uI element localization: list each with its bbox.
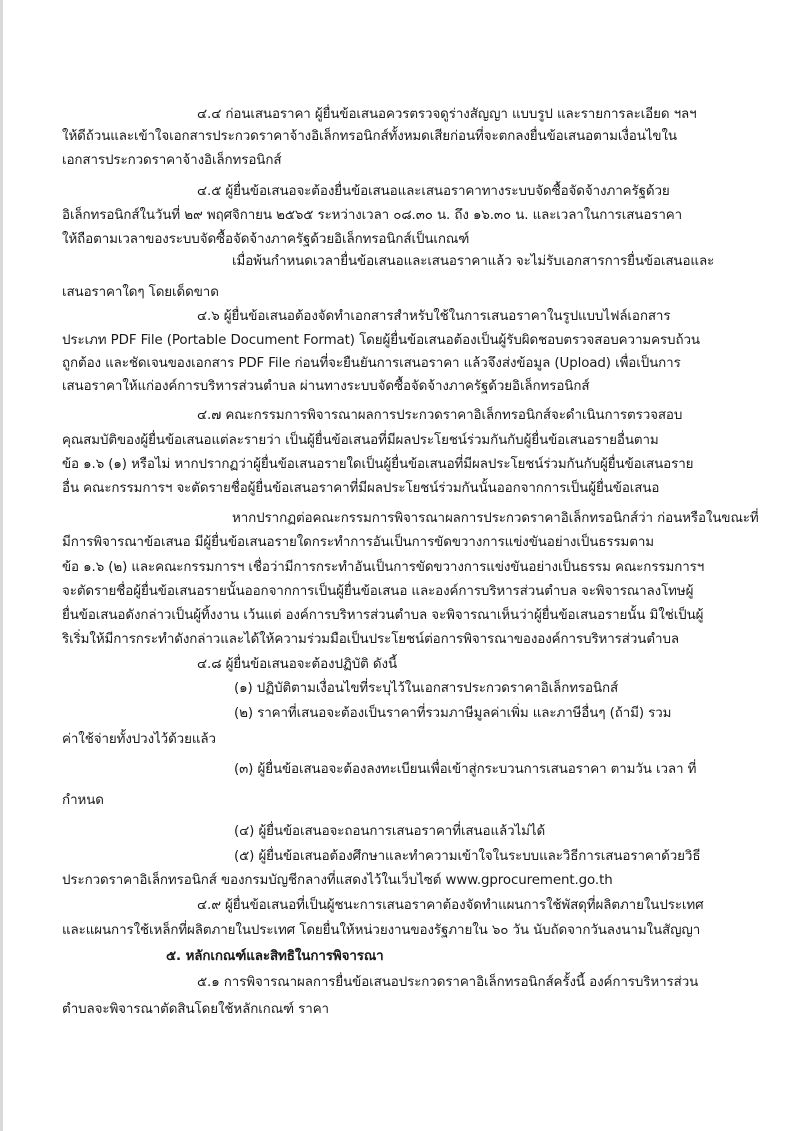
text-line: ค่าใช้จ่ายทั้งปวงไว้ด้วยแล้ว	[62, 732, 216, 747]
clause-4-7-heading: ๔.๗ คณะกรรมการพิจารณาผลการประกวดราคาอิเล็กทรอนิกส์จะดำเนินการตรวจสอบ	[197, 408, 683, 423]
sub-item-2: (๒) ราคาที่เสนอจะต้องเป็นราคาที่รวมภาษีมูลค่าเพิ่ม และภาษีอื่นๆ (ถ้ามี) รวม	[234, 706, 672, 721]
scan-edge	[0, 0, 3, 1131]
text-line: ประเภท PDF File (Portable Document Format) โดยผู้ยื่นข้อเสนอต้องเป็นผู้รับผิดชอบตรวจสอบความครบถ้วน	[62, 333, 700, 348]
submission-date-line: อิเล็กทรอนิกส์ในวันที่ ๒๙ พฤศจิกายน ๒๕๖๕ ระหว่างเวลา ๐๘.๓๐ น. ถึง ๑๖.๓๐ น. และเวลาในการเสนอราคา	[62, 208, 683, 223]
text-line: และแผนการใช้เหล็กที่ผลิตภายในประเทศ โดยยื่นให้หน่วยงานของรัฐภายใน ๖๐ วัน นับถัดจากวันลงนามในสัญญา	[62, 923, 701, 938]
text-line: ข้อ ๑.๖ (๒) และคณะกรรมการฯ เชื่อว่ามีการกระทำอันเป็นการขัดขวางการแข่งขันอย่างเป็นธรรม คณะกรรมการฯ	[62, 560, 705, 575]
text-line: ถูกต้อง และชัดเจนของเอกสาร PDF File ก่อนที่จะยืนยันการเสนอราคา แล้วจึงส่งข้อมูล (Upload) เพื่อเป็นการ	[62, 356, 681, 371]
text-line: คุณสมบัติของผู้ยื่นข้อเสนอแต่ละรายว่า เป็นผู้ยื่นข้อเสนอที่มีผลประโยชน์ร่วมกันกับผู้ยื่นข้อเสนอรายอื่นตาม	[62, 433, 659, 448]
text-line: ยื่นข้อเสนอดังกล่าวเป็นผู้ทิ้งงาน เว้นแต่ องค์การบริหารส่วนตำบล จะพิจารณาเห็นว่าผู้ยื่นข้อเสนอรายนั้น มิใช่เป็นผู้	[62, 608, 704, 623]
sub-item-1: (๑) ปฏิบัติตามเงื่อนไขที่ระบุไว้ในเอกสารประกวดราคาอิเล็กทรอนิกส์	[234, 681, 619, 696]
clause-4-4-heading: ๔.๔ ก่อนเสนอราคา ผู้ยื่นข้อเสนอควรตรวจดูร่างสัญญา แบบรูป และรายการละเอียด ฯลฯ	[197, 107, 697, 122]
text-line: เอกสารประกวดราคาจ้างอิเล็กทรอนิกส์	[62, 153, 282, 168]
text-line: จะตัดรายชื่อผู้ยื่นข้อเสนอรายนั้นออกจากการเป็นผู้ยื่นข้อเสนอ และองค์การบริหารส่วนตำบล จะพิจารณาลงโทษผู้	[62, 584, 694, 599]
text-line: กำหนด	[62, 793, 104, 808]
text-line: เสนอราคาให้แก่องค์การบริหารส่วนตำบล ผ่านทางระบบจัดซื้อจัดจ้างภาครัฐด้วยอิเล็กทรอนิกส์	[62, 379, 590, 394]
text-line: มีการพิจารณาข้อเสนอ มีผู้ยื่นข้อเสนอรายใดกระทำการอันเป็นการขัดขวางการแข่งขันอย่างเป็นธรรมตาม	[62, 535, 655, 550]
website-line: ประกวดราคาอิเล็กทรอนิกส์ ของกรมบัญชีกลางที่แสดงไว้ในเว็บไซต์ www.gprocurement.go.th	[62, 873, 613, 888]
sub-item-4: (๔) ผู้ยื่นข้อเสนอจะถอนการเสนอราคาที่เสนอแล้วไม่ได้	[234, 824, 546, 839]
clause-4-9-heading: ๔.๙ ผู้ยื่นข้อเสนอที่เป็นผู้ชนะการเสนอราคาต้องจัดทำแผนการใช้พัสดุที่ผลิตภายในประเทศ	[197, 898, 704, 913]
text-line: ให้ถือตามเวลาของระบบจัดซื้อจัดจ้างภาครัฐด้วยอิเล็กทรอนิกส์เป็นเกณฑ์	[62, 232, 470, 247]
sub-item-3: (๓) ผู้ยื่นข้อเสนอจะต้องลงทะเบียนเพื่อเข้าสู่กระบวนการเสนอราคา ตามวัน เวลา ที่	[234, 762, 697, 777]
clause-4-5-heading: ๔.๕ ผู้ยื่นข้อเสนอจะต้องยื่นข้อเสนอและเสนอราคาทางระบบจัดซื้อจัดจ้างภาครัฐด้วย	[197, 184, 670, 199]
text-line: เสนอราคาใดๆ โดยเด็ดขาด	[62, 285, 219, 300]
clause-4-6-heading: ๔.๖ ผู้ยื่นข้อเสนอต้องจัดทำเอกสารสำหรับใช้ในการเสนอราคาในรูปแบบไฟล์เอกสาร	[197, 309, 671, 324]
text-line: ให้ดีถ้วนและเข้าใจเอกสารประกวดราคาจ้างอิเล็กทรอนิกส์ทั้งหมดเสียก่อนที่จะตกลงยื่นข้อเสนอตามเงื่อนไขใน	[62, 129, 677, 144]
clause-5-1-heading: ๕.๑ การพิจารณาผลการยื่นข้อเสนอประกวดราคาอิเล็กทรอนิกส์ครั้งนี้ องค์การบริหารส่วน	[197, 975, 699, 990]
text-line: ข้อ ๑.๖ (๑) หรือไม่ หากปรากฏว่าผู้ยื่นข้อเสนอรายใดเป็นผู้ยื่นข้อเสนอที่มีผลประโยชน์ร่วมกันกับผู้ยื่นข้อเสนอราย	[62, 457, 694, 472]
text-line: อื่น คณะกรรมการฯ จะตัดรายชื่อผู้ยื่นข้อเสนอราคาที่มีผลประโยชน์ร่วมกันนั้นออกจากการเป็นผู้ยื่นข้อเสนอ	[62, 481, 660, 496]
text-line: ริเริ่มให้มีการกระทำดังกล่าวและได้ให้ความร่วมมือเป็นประโยชน์ต่อการพิจารณาขององค์การบริหารส่วนตำบล	[62, 632, 679, 647]
text-line: หากปรากฏต่อคณะกรรมการพิจารณาผลการประกวดราคาอิเล็กทรอนิกส์ว่า ก่อนหรือในขณะที่	[232, 511, 759, 526]
section-5-heading: ๕. หลักเกณฑ์และสิทธิในการพิจารณา	[166, 949, 384, 964]
sub-item-5: (๕) ผู้ยื่นข้อเสนอต้องศึกษาและทำความเข้าใจในระบบและวิธีการเสนอราคาด้วยวิธี	[234, 849, 701, 864]
clause-4-8-heading: ๔.๘ ผู้ยื่นข้อเสนอจะต้องปฏิบัติ ดังนี้	[197, 657, 398, 672]
text-line: ตำบลจะพิจารณาตัดสินโดยใช้หลักเกณฑ์ ราคา	[62, 1002, 329, 1017]
text-line: เมื่อพ้นกำหนดเวลายื่นข้อเสนอและเสนอราคาแล้ว จะไม่รับเอกสารการยื่นข้อเสนอและ	[232, 254, 715, 269]
